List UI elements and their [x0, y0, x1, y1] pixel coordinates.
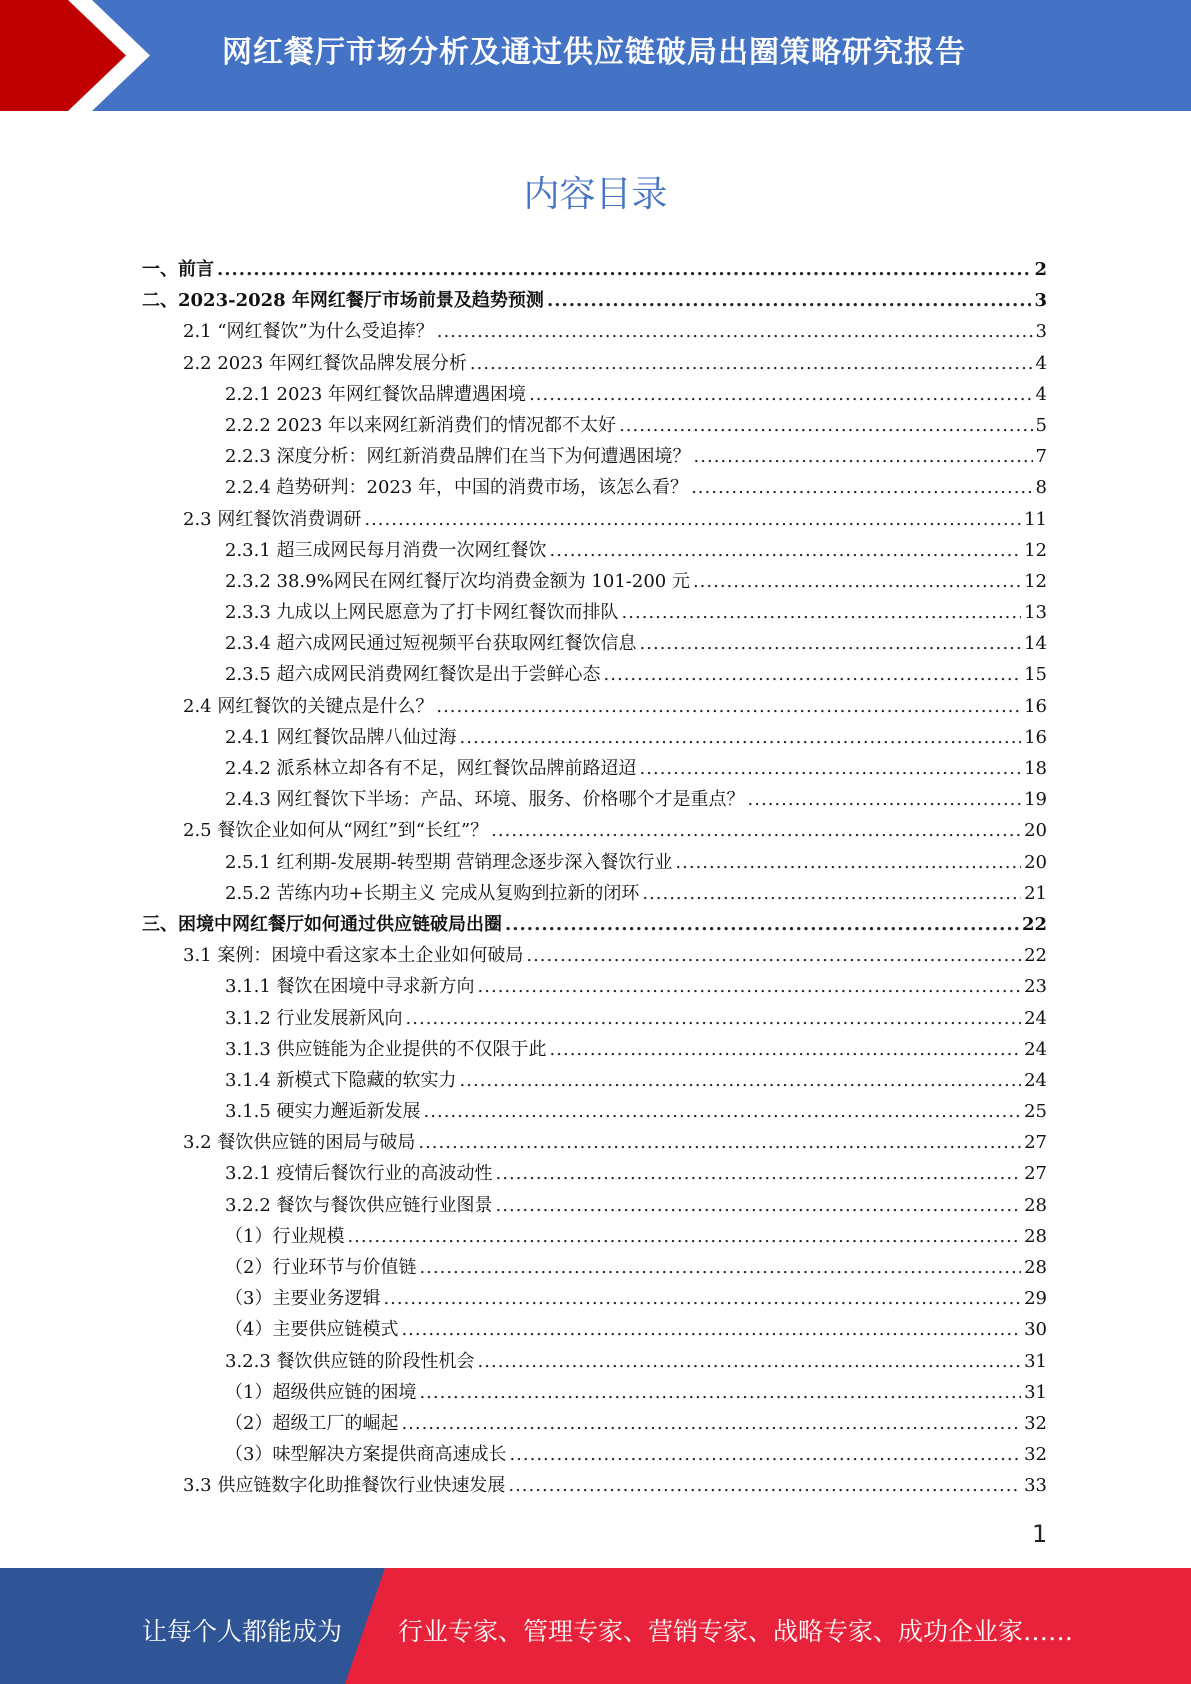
toc-entry-page: 3 — [1034, 290, 1047, 312]
toc-dot-leader — [550, 535, 1022, 566]
toc-dot-leader — [505, 909, 1019, 940]
toc-entry-page: 8 — [1035, 477, 1047, 499]
toc-entry[interactable] — [142, 566, 1047, 597]
toc-entry-label: （2）超级工厂的崛起 — [225, 1412, 399, 1434]
toc-entry-label: 2.3.1 超三成网民每月消费一次网红餐饮 — [225, 539, 547, 561]
toc-entry[interactable] — [142, 1346, 1047, 1377]
toc-entry-page: 25 — [1024, 1101, 1047, 1123]
toc-dot-leader — [604, 659, 1022, 690]
toc-entry[interactable] — [142, 1470, 1047, 1501]
toc-entry-label: 2.5.1 红利期-发展期-转型期 营销理念逐步深入餐饮行业 — [225, 851, 673, 873]
toc-dot-leader — [748, 784, 1022, 815]
toc-dot-leader — [496, 1190, 1022, 1221]
toc-dot-leader — [550, 1034, 1022, 1065]
toc-dot-leader — [418, 1127, 1021, 1158]
toc-entry-label: 2.3 网红餐饮消费调研 — [183, 508, 362, 530]
toc-dot-leader — [217, 254, 1031, 285]
toc-entry-label: 二、2023-2028 年网红餐厅市场前景及趋势预测 — [142, 290, 544, 312]
toc-entry[interactable] — [142, 659, 1047, 690]
toc-entry-page: 31 — [1024, 1381, 1047, 1403]
toc-entry-page: 21 — [1024, 882, 1047, 904]
toc-entry-page: 27 — [1024, 1163, 1047, 1185]
toc-entry-page: 24 — [1024, 1007, 1047, 1029]
toc-entry[interactable] — [142, 1034, 1047, 1065]
toc-entry[interactable] — [142, 1252, 1047, 1283]
toc-entry-page: 22 — [1021, 913, 1047, 935]
toc-entry-label: 2.5 餐饮企业如何从“网红”到“长红”？ — [183, 820, 489, 842]
toc-entry-label: （3）味型解决方案提供商高速成长 — [225, 1444, 507, 1466]
toc-entry-page: 19 — [1024, 789, 1047, 811]
toc-entry[interactable] — [142, 847, 1047, 878]
toc-dot-leader — [642, 878, 1021, 909]
toc-entry-label: 3.1.4 新模式下隐藏的软实力 — [225, 1069, 457, 1091]
toc-entry[interactable] — [142, 1314, 1047, 1345]
toc-dot-leader — [419, 1252, 1021, 1283]
toc-entry[interactable] — [142, 472, 1047, 503]
toc-entry-page: 7 — [1035, 446, 1047, 468]
toc-dot-leader — [401, 1314, 1021, 1345]
toc-dot-leader — [491, 815, 1021, 846]
toc-dot-leader — [437, 316, 1033, 347]
toc-entry-page: 22 — [1024, 945, 1047, 967]
toc-dot-leader — [496, 1158, 1022, 1189]
footer-slogan-left: 让每个人都能成为 — [142, 1617, 343, 1646]
toc-entry[interactable] — [142, 1221, 1047, 1252]
toc-entry-label: （4）主要供应链模式 — [225, 1319, 399, 1341]
toc-entry-page: 15 — [1024, 664, 1047, 686]
toc-entry-page: 12 — [1024, 570, 1047, 592]
toc-dot-leader — [478, 1346, 1022, 1377]
toc-entry-label: 2.3.4 超六成网民通过短视频平台获取网红餐饮信息 — [225, 633, 637, 655]
toc-entry-label: 2.5.2 苦练内功+长期主义 完成从复购到拉新的闭环 — [225, 882, 640, 904]
toc-entry-page: 2 — [1034, 259, 1047, 280]
toc-dot-leader — [436, 691, 1021, 722]
toc-entry[interactable] — [142, 379, 1047, 410]
toc-entry-page: 3 — [1035, 321, 1047, 343]
toc-entry-page: 4 — [1035, 383, 1047, 405]
toc-entry-page: 13 — [1024, 602, 1047, 624]
toc-entry[interactable] — [142, 410, 1047, 441]
toc-heading: 内容目录 — [523, 174, 668, 215]
toc-entry-label: （2）行业环节与价值链 — [225, 1257, 417, 1278]
toc-dot-leader — [675, 847, 1021, 878]
toc-entry-label: （3）主要业务逻辑 — [225, 1288, 381, 1310]
toc-entry[interactable] — [142, 909, 1047, 940]
toc-dot-leader — [401, 1408, 1021, 1439]
toc-dot-leader — [383, 1283, 1021, 1314]
toc-entry-label: 2.4.3 网红餐饮下半场：产品、环境、服务、价格哪个才是重点？ — [225, 789, 745, 811]
toc-entry[interactable] — [142, 753, 1047, 784]
toc-dot-leader — [424, 1096, 1022, 1127]
toc-dot-leader — [622, 597, 1022, 628]
toc-entry-page: 12 — [1024, 539, 1047, 561]
toc-dot-leader — [460, 722, 1022, 753]
toc-dot-leader — [547, 285, 1032, 316]
toc-entry-label: 2.3.2 38.9%网民在网红餐厅次均消费金额为 101-200 元 — [225, 570, 690, 592]
toc-entry[interactable] — [142, 348, 1047, 379]
report-title: 网红餐厅市场分析及通过供应链破局出圈策略研究报告 — [222, 35, 966, 70]
toc-dot-leader — [691, 472, 1032, 503]
table-of-contents — [142, 254, 1047, 1502]
toc-entry-label: 2.2.3 深度分析：网红新消费品牌们在当下为何遭遇困境？ — [225, 446, 691, 468]
toc-entry[interactable] — [142, 815, 1047, 846]
toc-entry-label: 2.2.4 趋势研判：2023 年，中国的消费市场，该怎么看？ — [225, 477, 689, 499]
toc-entry-page: 32 — [1024, 1412, 1047, 1434]
toc-entry-label: 2.2.1 2023 年网红餐饮品牌遭遇困境 — [225, 383, 527, 405]
toc-entry-label: 3.2 餐饮供应链的困局与破局 — [183, 1132, 416, 1154]
toc-entry-label: 3.3 供应链数字化助推餐饮行业快速发展 — [183, 1475, 506, 1497]
toc-entry-page: 33 — [1024, 1475, 1047, 1497]
toc-entry-page: 32 — [1024, 1444, 1047, 1466]
toc-entry-label: 3.1.1 餐饮在困境中寻求新方向 — [225, 976, 475, 998]
toc-entry[interactable] — [142, 971, 1047, 1002]
toc-dot-leader — [640, 628, 1022, 659]
toc-entry-label: 3.2.3 餐饮供应链的阶段性机会 — [225, 1350, 475, 1372]
toc-entry[interactable] — [142, 316, 1047, 347]
toc-entry-page: 23 — [1024, 976, 1047, 998]
toc-entry[interactable] — [142, 784, 1047, 815]
toc-entry-page: 4 — [1035, 352, 1047, 374]
toc-entry-label: 3.1.3 供应链能为企业提供的不仅限于此 — [225, 1038, 547, 1060]
toc-entry[interactable] — [142, 504, 1047, 535]
toc-entry-label: 3.1.2 行业发展新风向 — [225, 1007, 403, 1029]
toc-entry[interactable] — [142, 878, 1047, 909]
toc-entry-label: 2.1 “网红餐饮”为什么受追捧？ — [183, 321, 434, 343]
toc-entry-page: 20 — [1024, 851, 1047, 873]
toc-entry[interactable] — [142, 254, 1047, 285]
toc-dot-leader — [526, 940, 1021, 971]
toc-entry[interactable] — [142, 535, 1047, 566]
toc-entry[interactable] — [142, 628, 1047, 659]
toc-entry[interactable] — [142, 691, 1047, 722]
toc-dot-leader — [419, 1377, 1021, 1408]
toc-entry-page: 28 — [1024, 1257, 1047, 1278]
toc-entry-page: 16 — [1024, 726, 1047, 748]
toc-entry-page: 28 — [1024, 1225, 1047, 1247]
toc-entry-page: 16 — [1024, 695, 1047, 717]
toc-entry[interactable] — [142, 285, 1047, 316]
toc-entry-page: 24 — [1024, 1038, 1047, 1060]
report-header — [0, 0, 1191, 111]
toc-dot-leader — [364, 504, 1021, 535]
toc-entry[interactable] — [142, 441, 1047, 472]
footer-slogan-right: 行业专家、管理专家、营销专家、战略专家、成功企业家…… — [398, 1617, 1074, 1646]
toc-entry[interactable] — [142, 940, 1047, 971]
toc-entry[interactable] — [142, 1127, 1047, 1158]
toc-entry[interactable] — [142, 1283, 1047, 1314]
toc-entry-label: 2.2 2023 年网红餐饮品牌发展分析 — [183, 352, 467, 374]
toc-entry-label: 2.4.1 网红餐饮品牌八仙过海 — [225, 726, 457, 748]
toc-entry[interactable] — [142, 1096, 1047, 1127]
toc-entry[interactable] — [142, 1377, 1047, 1408]
toc-dot-leader — [508, 1470, 1021, 1501]
toc-entry-label: 2.2.2 2023 年以来网红新消费们的情况都不太好 — [225, 414, 617, 436]
toc-entry[interactable] — [142, 1158, 1047, 1189]
toc-entry[interactable] — [142, 1408, 1047, 1439]
toc-entry[interactable] — [142, 597, 1047, 628]
toc-entry-page: 20 — [1024, 820, 1047, 842]
toc-dot-leader — [694, 441, 1033, 472]
toc-entry-label: 2.4.2 派系林立却各有不足，网红餐饮品牌前路迢迢 — [225, 758, 637, 779]
page-number: 1 — [1032, 1520, 1048, 1548]
toc-entry-page: 11 — [1024, 508, 1047, 530]
toc-dot-leader — [470, 348, 1033, 379]
toc-entry[interactable] — [142, 1065, 1047, 1096]
toc-entry-label: 3.1.5 硬实力邂逅新发展 — [225, 1101, 421, 1123]
toc-dot-leader — [693, 566, 1021, 597]
toc-entry-page: 31 — [1024, 1350, 1047, 1372]
toc-entry-page: 27 — [1024, 1132, 1047, 1154]
toc-entry-page: 29 — [1024, 1288, 1047, 1310]
toc-entry-label: 3.2.2 餐饮与餐饮供应链行业图景 — [225, 1194, 493, 1216]
toc-entry[interactable] — [142, 722, 1047, 753]
toc-entry-page: 18 — [1024, 758, 1047, 779]
toc-dot-leader — [529, 379, 1032, 410]
toc-dot-leader — [460, 1065, 1022, 1096]
header-arrow-decoration — [0, 0, 150, 111]
toc-entry-page: 5 — [1035, 414, 1047, 436]
toc-entry-page: 24 — [1024, 1069, 1047, 1091]
toc-entry-page: 14 — [1024, 633, 1047, 655]
toc-entry-label: 2.3.5 超六成网民消费网红餐饮是出于尝鲜心态 — [225, 664, 601, 686]
toc-entry[interactable] — [142, 1190, 1047, 1221]
toc-entry-label: 一、前言 — [142, 259, 214, 280]
toc-entry-page: 30 — [1024, 1319, 1047, 1341]
toc-entry-page: 28 — [1024, 1194, 1047, 1216]
toc-entry-label: 2.3.3 九成以上网民愿意为了打卡网红餐饮而排队 — [225, 602, 619, 624]
toc-dot-leader — [406, 1003, 1022, 1034]
toc-dot-leader — [619, 410, 1032, 441]
toc-entry-label: 3.2.1 疫情后餐饮行业的高波动性 — [225, 1163, 493, 1185]
toc-dot-leader — [640, 753, 1022, 784]
toc-entry-label: 三、困境中网红餐厅如何通过供应链破局出圈 — [142, 913, 502, 935]
toc-entry-label: 3.1 案例：困境中看这家本土企业如何破局 — [183, 945, 524, 967]
toc-dot-leader — [347, 1221, 1021, 1252]
toc-entry-label: （1）行业规模 — [225, 1225, 345, 1247]
toc-dot-leader — [509, 1439, 1021, 1470]
toc-entry-label: 2.4 网红餐饮的关键点是什么？ — [183, 695, 434, 717]
toc-dot-leader — [478, 971, 1022, 1002]
toc-entry-label: （1）超级供应链的困境 — [225, 1381, 417, 1403]
toc-entry[interactable] — [142, 1003, 1047, 1034]
toc-entry[interactable] — [142, 1439, 1047, 1470]
footer-band — [0, 1568, 1191, 1684]
